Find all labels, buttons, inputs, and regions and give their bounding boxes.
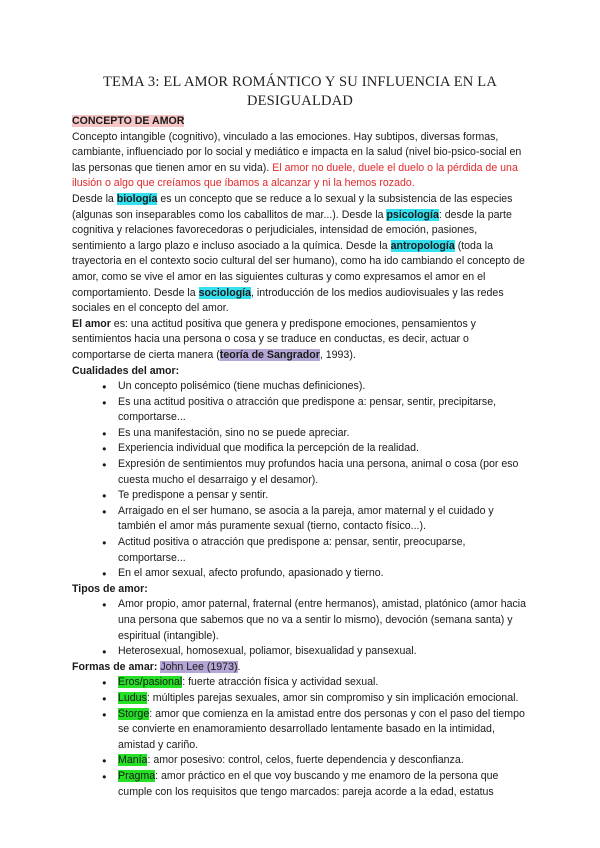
term-teoria-sangrador: teoría de Sangrador [219,348,320,361]
document-body [72,114,528,800]
page-title: TEMA 3: EL AMOR ROMÁNTICO Y SU INFLUENCIA EN LA DESIGUALDAD [102,74,498,109]
term-biologia: biología [116,192,158,205]
section-heading-concepto: CONCEPTO DE AMOR [72,115,185,127]
list-tipos [72,597,528,659]
list-item: ● Te predispone a pensar y sentir. [118,488,528,504]
list-item: ● En el amor sexual, afecto profundo, apasionado y tierno. [118,566,528,582]
list-item: ● Arraigado en el ser humano, se asocia a la pareja, amor maternal y el cuidado y también el amor más puramente sexual (tierno, contacto físico...). [118,504,528,535]
highlight-red-quote: El amor no duele, duele el duelo o la pérdida de una ilusión o algo que creíamos que íbamos a alcanzar y ni la hemos rozado. [72,161,518,190]
term-mania: Manía [118,754,148,767]
paragraph-definition: El amor es: una actitud positiva que genera y predispone emociones, pensamientos y sentimientos hacia una persona o cosa y se traduce en conductas, es decir, actuar o comportarse de cierta manera (teoría de Sangrador, 1993). [72,317,476,361]
paragraph-intro: Concepto intangible (cognitivo), vinculado a las emociones. Hay subtipos, diversas formas, cambiante, influenciado por lo social y mediático e impacta en la salud (nivel bio-psico-social en las personas que tienen amor en su vida). El amor no duele, duele el duelo o la pérdida de una ilusión o algo que creíamos que íbamos a alcanzar y ni la hemos rozado. [72,130,522,190]
list-item: ● Actitud positiva o atracción que predispone a: pensar, sentir, preocuparse, comportarse... [118,535,528,566]
list-item: ● Ludus: múltiples parejas sexuales, amor sin compromiso y sin implicación emocional. [118,691,528,707]
author-john-lee: John Lee (1973) [160,660,238,673]
section-heading-tipos: Tipos de amor: [72,582,148,595]
list-item: ● Manía: amor posesivo: control, celos, fuerte dependencia y desconfianza. [118,753,528,769]
list-item: ● Storge: amor que comienza en la amistad entre dos personas y con el paso del tiempo se convierte en enamoramiento desarrollado lentamente basado en la intimidad, amistad y cariño. [118,707,528,754]
term-storge: Storge [118,707,150,720]
list-item: ● Expresión de sentimientos muy profundos hacia una persona, animal o cosa (por eso cuesta mucho el desarraigo y el desamor). [118,457,528,488]
list-item: ● Eros/pasional: fuerte atracción física y actividad sexual. [118,675,528,691]
list-cualidades [72,379,528,582]
list-item: ● Experiencia individual que modifica la percepción de la realidad. [118,441,528,457]
list-item: ● Es una actitud positiva o atracción que predispone a: pensar, sentir, precipitarse, comportarse... [118,395,528,426]
term-sociologia: sociología [198,286,251,299]
list-formas [72,675,528,800]
section-heading-formas: Formas de amar: John Lee (1973). [72,660,241,673]
term-pragma: Pragma [118,769,156,782]
term-psicologia: psicología [386,208,439,221]
list-item: ● Es una manifestación, sino no se puede apreciar. [118,426,528,442]
term-antropologia: antropología [390,239,455,252]
list-item: ● Pragma: amor práctico en el que voy buscando y me enamoro de la persona que cumple con los requisitos que tengo marcados: pareja acorde a la edad, estatus [118,769,528,800]
list-item: ● Heterosexual, homosexual, poliamor, bisexualidad y pansexual. [118,644,528,660]
list-item: ● Un concepto polisémico (tiene muchas definiciones). [118,379,528,395]
paragraph-disciplines: Desde la biología es un concepto que se reduce a lo sexual y la subsistencia de las especies (algunas son inseparables como los caballitos de mar...). Desde la psicología: desde la parte cognitiva y relaciones favorecedoras o perjudiciales, intensidad de emoción, pasiones, sentimiento a largo plazo e incluso asociado a la química. Desde la antropología (toda la trayectoria en el contexto socio cultural del ser humano), como ha ido cambiando el concepto de amor, como se vive el amor en las siguientes culturas y como expresamos el amor en el comportamiento. Desde la sociología, introducción de los medios audiovisuales y las redes sociales en el concepto del amor. [72,192,525,315]
term-ludus: Ludus [118,691,147,704]
section-heading-cualidades: Cualidades del amor: [72,364,180,377]
term-eros: Eros/pasional [118,676,183,689]
list-item: ● Amor propio, amor paternal, fraternal (entre hermanos), amistad, platónico (amor hacia una persona que sabemos que no va a sentir lo mismo), devoción (semana santa) y espiritual (intangible). [118,597,528,644]
